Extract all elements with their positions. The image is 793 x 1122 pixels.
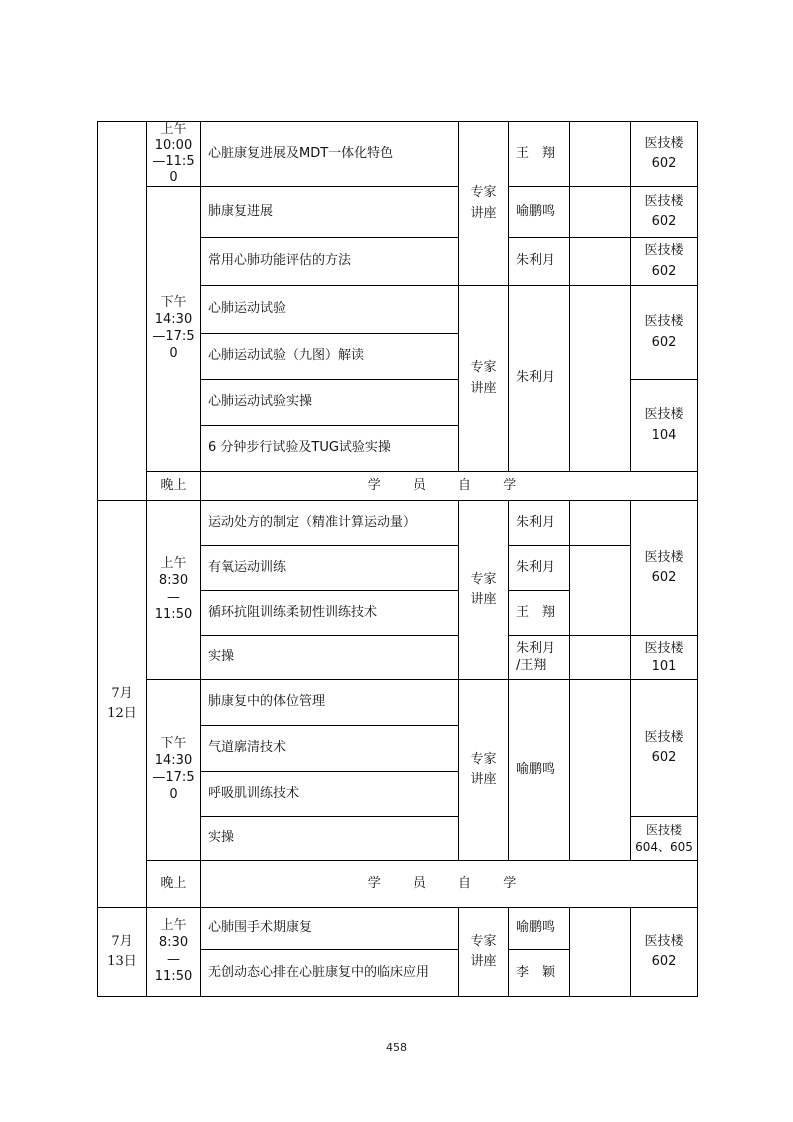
blank-cell [569, 285, 631, 472]
topic-cell: 有氧运动训练 [200, 545, 459, 591]
format-cell: 专家 讲座 [458, 121, 509, 286]
venue-cell: 医技楼 101 [630, 635, 698, 680]
time-cell: 上午 8:30 — 11:50 [146, 907, 201, 997]
lecturer-cell: 李 颖 [508, 949, 570, 997]
topic-cell: 实操 [200, 635, 459, 680]
time-cell: 下午 14:30 —17:5 0 [146, 186, 201, 472]
date-cell: 7月 13日 [97, 907, 147, 997]
venue-cell: 医技楼 104 [630, 379, 698, 472]
topic-cell: 心肺围手术期康复 [200, 907, 459, 950]
blank-cell [569, 186, 631, 238]
topic-cell: 循环抗阻训练柔韧性训练技术 [200, 590, 459, 636]
blank-cell [569, 635, 631, 680]
lecturer-cell: 喻鹏鸣 [508, 907, 570, 950]
time-cell: 下午 14:30 —17:5 0 [146, 679, 201, 861]
evening-activity: 学 员 自 学 [200, 860, 698, 908]
topic-cell: 常用心肺功能评估的方法 [200, 237, 459, 286]
lecturer-cell: 王 翔 [508, 121, 570, 187]
blank-cell [569, 121, 631, 187]
time-cell: 上午 10:00 —11:5 0 [146, 121, 201, 187]
format-cell: 专家 讲座 [458, 907, 509, 997]
lecturer-cell: 喻鹏鸣 [508, 679, 570, 861]
topic-cell: 心肺运动试验实操 [200, 379, 459, 426]
topic-cell: 6 分钟步行试验及TUG试验实操 [200, 425, 459, 472]
date-cell-empty [97, 121, 147, 501]
topic-cell: 呼吸肌训练技术 [200, 771, 459, 817]
topic-cell: 肺康复进展 [200, 186, 459, 238]
blank-cell [569, 237, 631, 286]
topic-cell: 肺康复中的体位管理 [200, 679, 459, 726]
venue-cell: 医技楼 602 [630, 679, 698, 817]
blank-cell [569, 907, 631, 997]
lecturer-cell: 朱利月 [508, 237, 570, 286]
venue-cell: 医技楼 602 [630, 186, 698, 238]
venue-cell: 医技楼 602 [630, 237, 698, 286]
time-cell: 晚上 [146, 471, 201, 501]
venue-cell: 医技楼 602 [630, 907, 698, 997]
page-number: 458 [386, 1041, 407, 1054]
time-cell: 晚上 [146, 860, 201, 908]
blank-cell [569, 679, 631, 861]
format-cell: 专家 讲座 [458, 500, 509, 680]
evening-activity: 学 员 自 学 [200, 471, 698, 501]
venue-cell: 医技楼 602 [630, 121, 698, 187]
format-cell: 专家 讲座 [458, 679, 509, 861]
time-cell: 上午 8:30 — 11:50 [146, 500, 201, 680]
venue-cell: 医技楼 602 [630, 500, 698, 636]
format-cell: 专家 讲座 [458, 285, 509, 472]
topic-cell: 心肺运动试验（九图）解读 [200, 333, 459, 380]
venue-cell: 医技楼 604、605 [630, 816, 698, 861]
blank-cell [569, 500, 631, 546]
lecturer-cell: 朱利月 [508, 500, 570, 546]
lecturer-cell: 王 翔 [508, 590, 570, 636]
blank-cell [569, 545, 631, 636]
topic-cell: 气道廓清技术 [200, 725, 459, 772]
lecturer-cell: 喻鹏鸣 [508, 186, 570, 238]
venue-cell: 医技楼 602 [630, 285, 698, 380]
topic-cell: 实操 [200, 816, 459, 861]
lecturer-cell: 朱利月 [508, 545, 570, 591]
lecturer-cell: 朱利月 [508, 285, 570, 472]
topic-cell: 无创动态心排在心脏康复中的临床应用 [200, 949, 459, 997]
lecturer-cell: 朱利月 /王翔 [508, 635, 570, 680]
topic-cell: 心肺运动试验 [200, 285, 459, 334]
topic-cell: 心脏康复进展及MDT一体化特色 [200, 121, 459, 187]
topic-cell: 运动处方的制定（精准计算运动量） [200, 500, 459, 546]
date-cell: 7月 12日 [97, 500, 147, 908]
